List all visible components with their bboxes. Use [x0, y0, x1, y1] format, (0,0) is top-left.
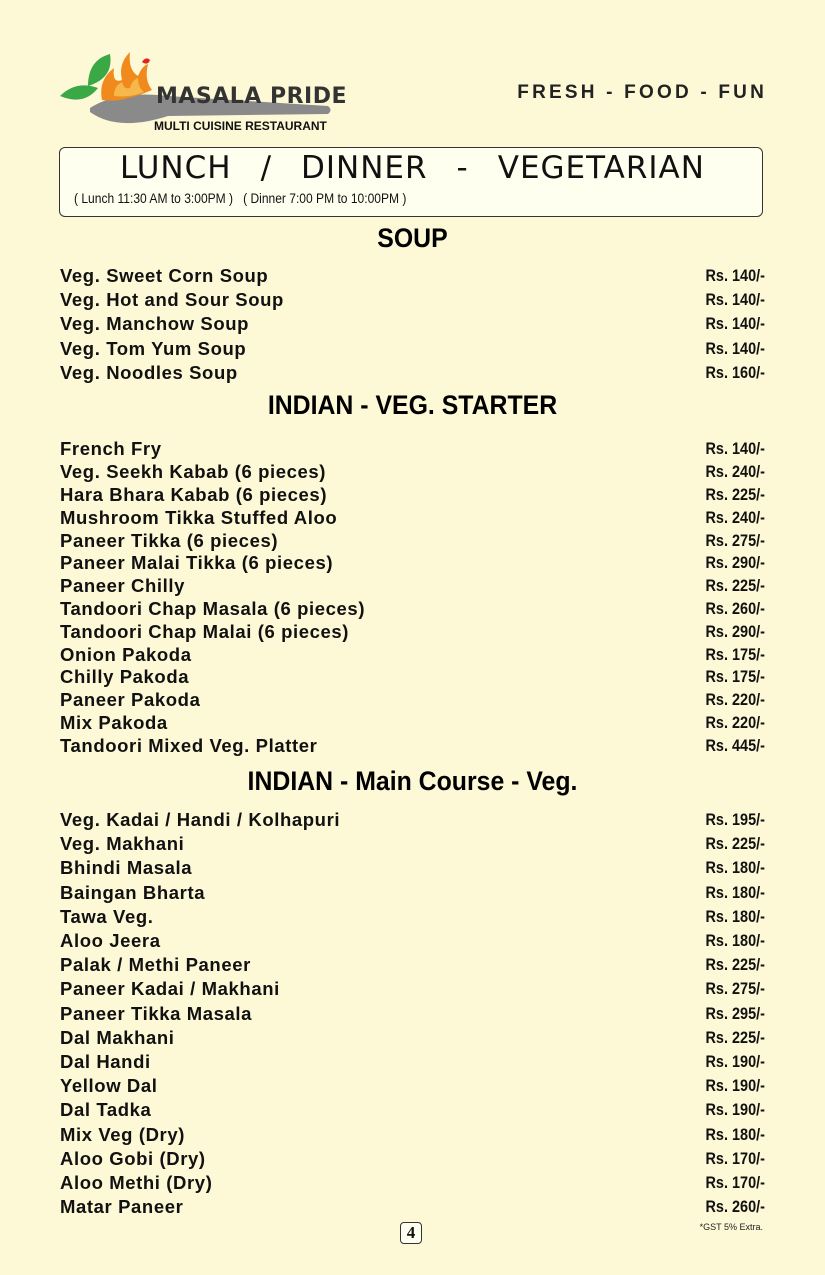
menu-item — [60, 1050, 765, 1074]
menu-item — [60, 1074, 765, 1098]
menu-item-name: Yellow Dal — [60, 1075, 158, 1097]
menu-item — [60, 529, 765, 552]
menu-item-name: Aloo Jeera — [60, 930, 161, 952]
menu-item-price: Rs. 240/- — [705, 462, 765, 482]
menu-item — [60, 598, 765, 621]
menu-item-price: Rs. 180/- — [705, 1124, 765, 1144]
menu-item-price: Rs. 140/- — [705, 290, 765, 310]
menu-item — [60, 361, 765, 385]
menu-item-price: Rs. 220/- — [705, 690, 765, 710]
menu-item-price: Rs. 225/- — [705, 1027, 765, 1047]
menu-item — [60, 1147, 765, 1171]
menu-item — [60, 689, 765, 712]
menu-item-name: Paneer Tikka Masala — [60, 1002, 253, 1024]
menu-item-price: Rs. 170/- — [705, 1172, 765, 1192]
page-number: 4 — [400, 1222, 422, 1244]
menu-item-name: Chilly Pakoda — [60, 666, 190, 688]
menu-item-price: Rs. 275/- — [705, 530, 765, 550]
title-word: - — [456, 150, 469, 186]
menu-item-price: Rs. 260/- — [705, 598, 765, 618]
menu-item — [60, 832, 765, 856]
menu-item-name: Veg. Makhani — [60, 833, 185, 855]
menu-item-price: Rs. 180/- — [705, 931, 765, 951]
menu-item-name: Aloo Methi (Dry) — [60, 1171, 213, 1193]
menu-item-price: Rs. 225/- — [705, 955, 765, 975]
menu-item-name: Veg. Manchow Soup — [60, 313, 250, 335]
menu-item-name: Bhindi Masala — [60, 857, 193, 879]
menu-item — [60, 929, 765, 953]
menu-item-price: Rs. 295/- — [705, 1003, 765, 1023]
menu-title-box — [59, 147, 763, 217]
menu-item-name: Mushroom Tikka Stuffed Aloo — [60, 506, 338, 528]
menu-item-price: Rs. 160/- — [705, 362, 765, 382]
menu-item — [60, 1026, 765, 1050]
menu-item-price: Rs. 220/- — [705, 712, 765, 732]
tagline: FRESH - FOOD - FUN — [517, 82, 767, 103]
menu-item-name: French Fry — [60, 438, 162, 460]
menu-item-price: Rs. 190/- — [705, 1076, 765, 1096]
menu-item-list — [60, 438, 765, 757]
section-title: INDIAN - VEG. STARTER — [267, 390, 558, 420]
menu-item — [60, 264, 765, 288]
menu-item — [60, 643, 765, 666]
menu-item-name: Tandoori Chap Masala (6 pieces) — [60, 597, 366, 619]
menu-item — [60, 856, 765, 880]
service-hours: ( Lunch 11:30 AM to 3:00PM ) ( Dinner 7:00 PM to 10:00PM ) — [74, 190, 407, 206]
chili-shape — [142, 58, 150, 63]
menu-item-name: Mix Veg (Dry) — [60, 1123, 185, 1145]
menu-item-name: Tawa Veg. — [60, 905, 154, 927]
menu-item-name: Paneer Tikka (6 pieces) — [60, 529, 279, 551]
menu-item-price: Rs. 190/- — [705, 1051, 765, 1071]
menu-item-name: Mix Pakoda — [60, 711, 168, 733]
menu-item — [60, 461, 765, 484]
menu-item — [60, 808, 765, 832]
menu-item-price: Rs. 225/- — [705, 576, 765, 596]
menu-item-name: Veg. Hot and Sour Soup — [60, 289, 284, 311]
menu-item — [60, 438, 765, 461]
menu-item-name: Baingan Bharta — [60, 881, 206, 903]
menu-item — [60, 312, 765, 336]
menu-item-price: Rs. 180/- — [705, 906, 765, 926]
menu-item-name: Veg. Sweet Corn Soup — [60, 265, 269, 287]
menu-item — [60, 1122, 765, 1146]
menu-item-price: Rs. 170/- — [705, 1148, 765, 1168]
menu-item-name: Aloo Gobi (Dry) — [60, 1147, 206, 1169]
menu-item-name: Paneer Chilly — [60, 575, 186, 597]
section-title: SOUP — [377, 223, 448, 253]
menu-item-price: Rs. 225/- — [705, 834, 765, 854]
menu-item-price: Rs. 175/- — [705, 644, 765, 664]
menu-item-price: Rs. 275/- — [705, 979, 765, 999]
menu-item-name: Tandoori Chap Malai (6 pieces) — [60, 620, 350, 642]
menu-title — [120, 150, 705, 186]
menu-item — [60, 977, 765, 1001]
menu-item-price: Rs. 180/- — [705, 858, 765, 878]
menu-item-name: Paneer Pakoda — [60, 689, 201, 711]
menu-item — [60, 712, 765, 735]
menu-item-price: Rs. 175/- — [705, 667, 765, 687]
menu-item-price: Rs. 190/- — [705, 1100, 765, 1120]
menu-item-name: Paneer Malai Tikka (6 pieces) — [60, 552, 334, 574]
menu-item-name: Dal Makhani — [60, 1026, 175, 1048]
menu-item-price: Rs. 290/- — [705, 621, 765, 641]
menu-item-price: Rs. 180/- — [705, 882, 765, 902]
menu-item-price: Rs. 260/- — [705, 1197, 765, 1217]
menu-item — [60, 552, 765, 575]
menu-item-name: Matar Paneer — [60, 1196, 184, 1218]
title-word: LUNCH — [120, 150, 232, 186]
menu-item — [60, 1098, 765, 1122]
menu-item-price: Rs. 140/- — [705, 338, 765, 358]
menu-item — [60, 905, 765, 929]
brand-subtitle: MULTI CUISINE RESTAURANT — [154, 119, 327, 133]
menu-item — [60, 484, 765, 507]
menu-item — [60, 506, 765, 529]
title-word: DINNER — [301, 150, 428, 186]
menu-item-price: Rs. 445/- — [705, 735, 765, 755]
menu-item — [60, 1195, 765, 1219]
menu-item-name: Dal Handi — [60, 1050, 151, 1072]
menu-item-name: Veg. Noodles Soup — [60, 361, 238, 383]
menu-item-price: Rs. 140/- — [705, 314, 765, 334]
menu-item-name: Palak / Methi Paneer — [60, 954, 251, 976]
menu-item — [60, 1171, 765, 1195]
title-word: VEGETARIAN — [497, 150, 705, 186]
menu-item-price: Rs. 290/- — [705, 553, 765, 573]
menu-item — [60, 734, 765, 757]
menu-item-name: Dal Tadka — [60, 1099, 152, 1121]
menu-item-name: Veg. Seekh Kabab (6 pieces) — [60, 461, 327, 483]
menu-item — [60, 1002, 765, 1026]
header — [0, 0, 825, 140]
menu-item-name: Veg. Kadai / Handi / Kolhapuri — [60, 809, 341, 831]
menu-item-list — [60, 808, 765, 1219]
menu-item — [60, 666, 765, 689]
gst-note: *GST 5% Extra. — [699, 1222, 763, 1232]
menu-item — [60, 575, 765, 598]
menu-item-price: Rs. 140/- — [705, 266, 765, 286]
leaf-left-shape — [60, 85, 98, 99]
menu-item — [60, 620, 765, 643]
menu-item-name: Onion Pakoda — [60, 643, 192, 665]
menu-item-name: Veg. Tom Yum Soup — [60, 337, 247, 359]
title-word: / — [260, 150, 273, 186]
menu-item — [60, 288, 765, 312]
section-title: INDIAN - Main Course - Veg. — [247, 766, 578, 796]
menu-item-name: Paneer Kadai / Makhani — [60, 978, 280, 1000]
menu-item-price: Rs. 240/- — [705, 507, 765, 527]
menu-item-price: Rs. 195/- — [705, 810, 765, 830]
menu-item-name: Hara Bhara Kabab (6 pieces) — [60, 483, 328, 505]
menu-item — [60, 953, 765, 977]
menu-item-price: Rs. 140/- — [705, 439, 765, 459]
brand-name: MASALA PRIDE — [156, 84, 348, 109]
menu-item-list — [60, 264, 765, 385]
menu-item — [60, 881, 765, 905]
menu-item — [60, 337, 765, 361]
menu-item-name: Tandoori Mixed Veg. Platter — [60, 734, 318, 756]
menu-item-price: Rs. 225/- — [705, 484, 765, 504]
